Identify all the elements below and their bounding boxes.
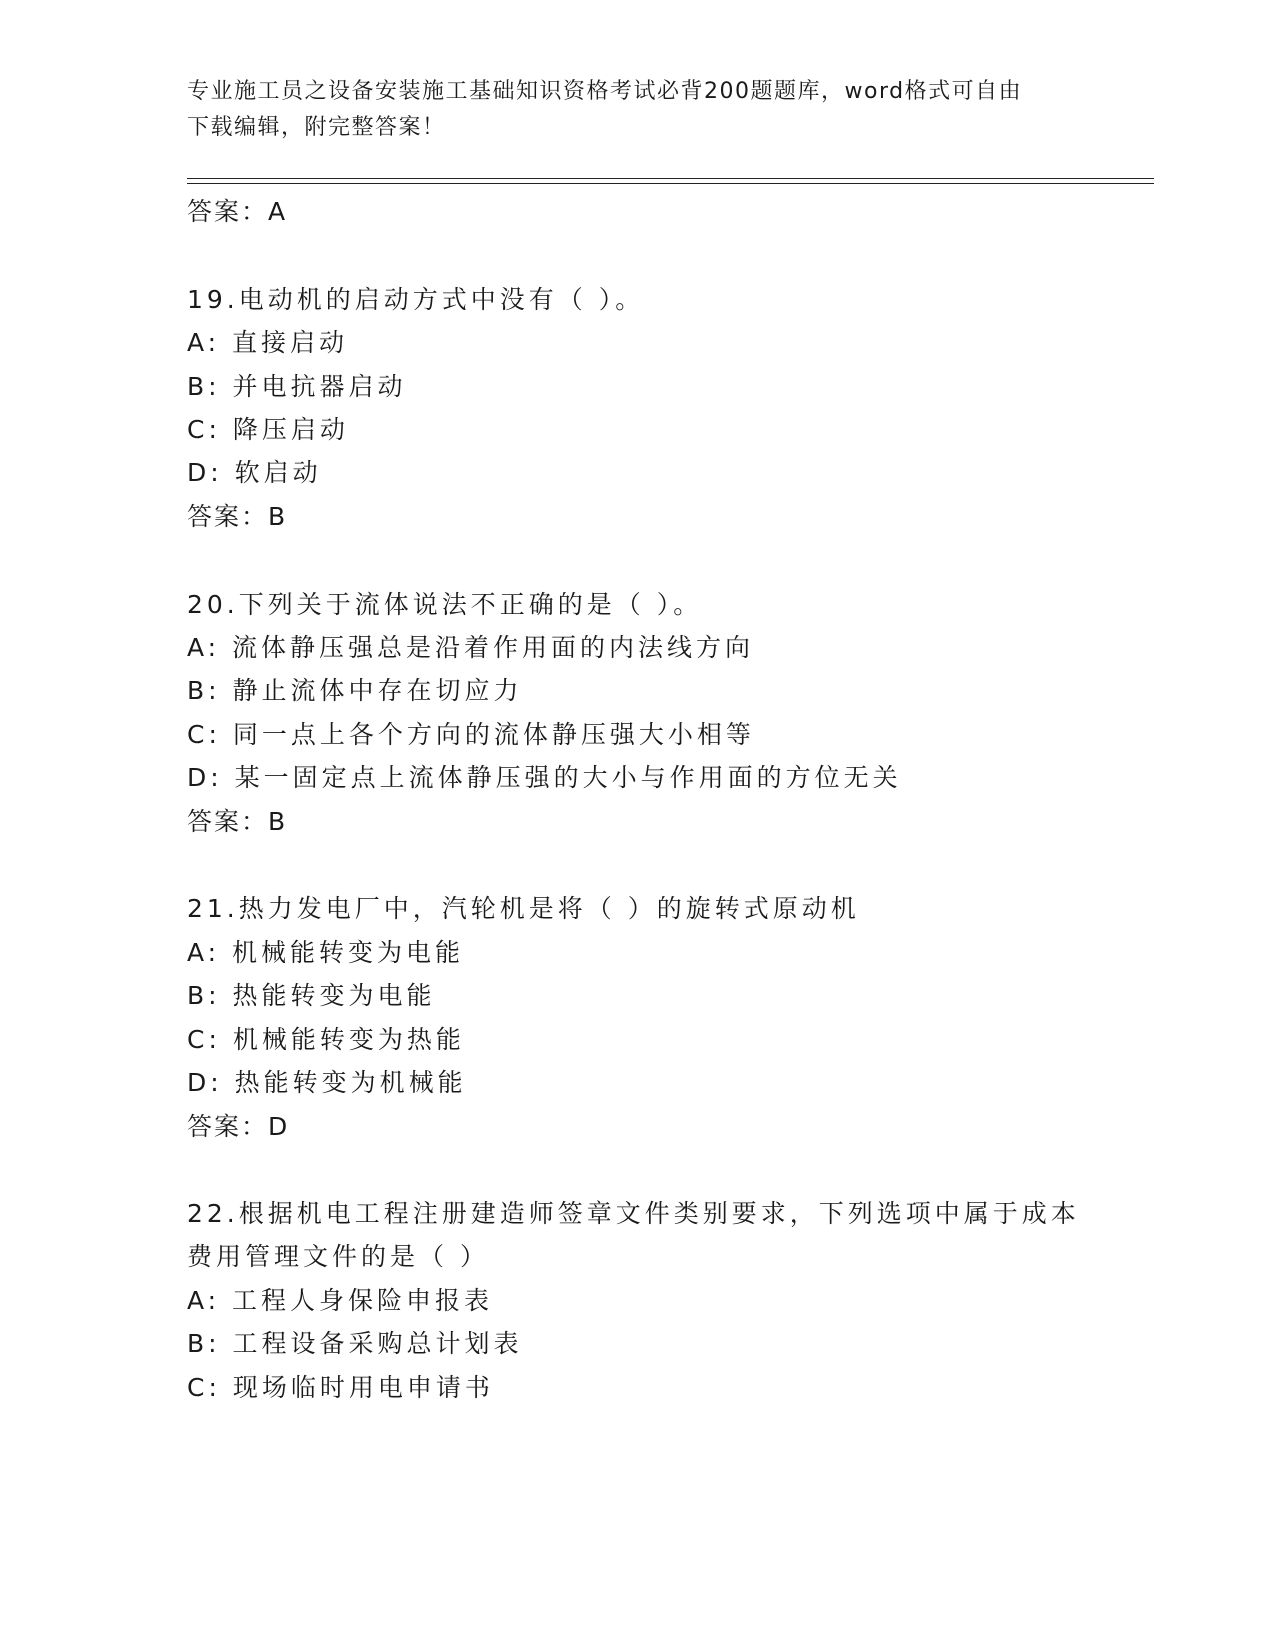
question-19-option-c: C: 降压启动 xyxy=(187,415,349,444)
question-21-answer: 答案：D xyxy=(187,1112,290,1141)
question-22-option-a: A: 工程人身保险申报表 xyxy=(187,1286,494,1315)
previous-answer: 答案：A xyxy=(187,197,288,226)
question-20-option-d: D: 某一固定点上流体静压强的大小与作用面的方位无关 xyxy=(187,763,902,792)
question-21-option-a: A: 机械能转变为电能 xyxy=(187,938,465,967)
question-22-option-c: C: 现场临时用电申请书 xyxy=(187,1373,494,1402)
question-22-stem-continued: 费用管理文件的是（ ） xyxy=(187,1242,489,1271)
question-19-option-a: A: 直接启动 xyxy=(187,328,349,357)
question-19-stem: 19.电动机的启动方式中没有（ ）。 xyxy=(187,285,645,314)
question-19-option-d: D: 软启动 xyxy=(187,458,322,487)
question-21-option-b: B: 热能转变为电能 xyxy=(187,981,436,1010)
question-20-option-b: B: 静止流体中存在切应力 xyxy=(187,676,523,705)
question-19-answer: 答案：B xyxy=(187,502,288,531)
header-line-2: 下载编辑，附完整答案！ xyxy=(187,115,446,140)
question-21-option-d: D: 热能转变为机械能 xyxy=(187,1068,467,1097)
question-21-stem: 21.热力发电厂中，汽轮机是将（ ）的旋转式原动机 xyxy=(187,894,860,923)
question-20-option-a: A: 流体静压强总是沿着作用面的内法线方向 xyxy=(187,633,755,662)
header-divider-bottom xyxy=(187,183,1154,184)
header-divider-top xyxy=(187,178,1154,179)
question-20-answer: 答案：B xyxy=(187,807,288,836)
question-20-option-c: C: 同一点上各个方向的流体静压强大小相等 xyxy=(187,720,755,749)
question-20-stem: 20.下列关于流体说法不正确的是（ ）。 xyxy=(187,590,703,619)
question-22-option-b: B: 工程设备采购总计划表 xyxy=(187,1329,523,1358)
header-line-1: 专业施工员之设备安装施工基础知识资格考试必背200题题库，word格式可自由 xyxy=(187,79,1023,104)
question-21-option-c: C: 机械能转变为热能 xyxy=(187,1025,465,1054)
question-22-stem: 22.根据机电工程注册建造师签章文件类别要求，下列选项中属于成本 xyxy=(187,1199,1080,1228)
document-header xyxy=(187,74,1087,146)
question-19-option-b: B: 并电抗器启动 xyxy=(187,372,407,401)
